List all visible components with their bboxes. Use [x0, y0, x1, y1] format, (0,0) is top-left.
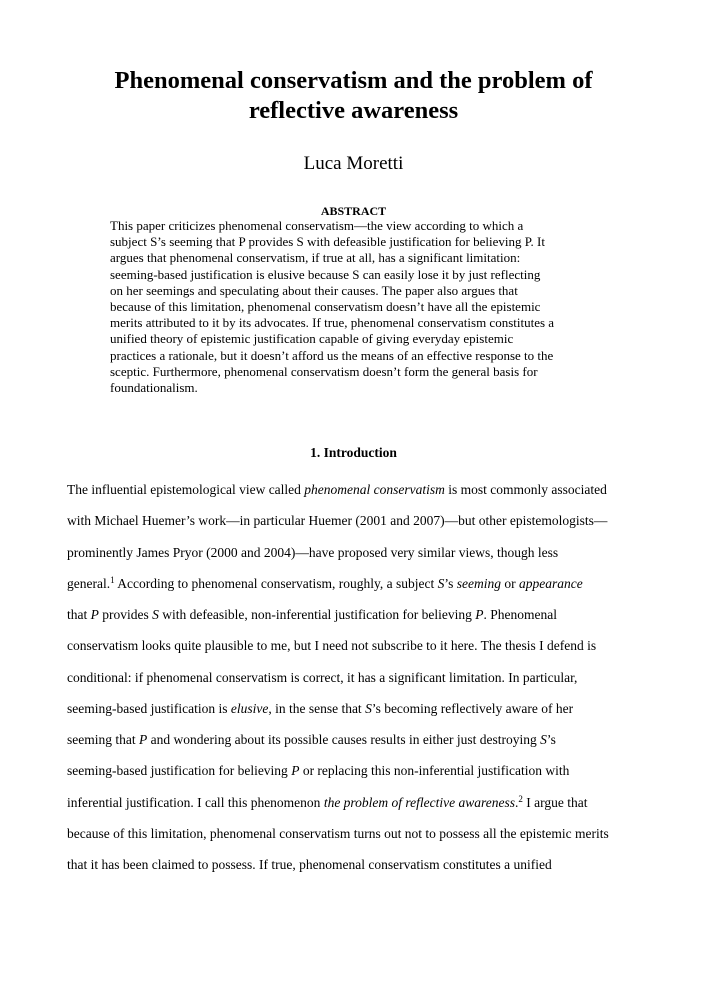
text-span: .	[515, 794, 519, 810]
text-span: that	[67, 607, 91, 622]
text-span: inferential justification. I call this phenomenon	[67, 794, 324, 810]
emphasis-span: S	[540, 732, 547, 747]
emphasis-span: elusive	[230, 700, 269, 716]
body-line	[67, 755, 647, 786]
body-line: conditional: if phenomenal conservatism is correct, it has a significant limitation. In particular,	[67, 669, 578, 685]
emphasis-span: P	[90, 607, 99, 622]
text-span: ’s	[444, 575, 457, 591]
body-line: with Michael Huemer’s work—in particular Huemer (2001 and 2007)—but other epistemologists—	[67, 513, 608, 529]
text-span: provides	[98, 607, 153, 622]
emphasis-span: S	[365, 700, 372, 716]
abstract-line: This paper criticizes phenomenal conservatism—the view according to which a	[110, 218, 524, 233]
emphasis-span: seeming	[456, 575, 502, 591]
emphasis-span: S	[152, 607, 159, 622]
title-line-1: Phenomenal conservatism and the problem of	[114, 67, 593, 94]
body-line: prominently James Pryor (2000 and 2004)—have proposed very similar views, though less	[67, 544, 559, 560]
body-line	[67, 599, 647, 630]
text-span: seeming-based justification for believing	[67, 763, 292, 779]
text-span: or	[501, 575, 520, 591]
abstract-line: unified theory of epistemic justification capable of giving everyday epistemic	[110, 331, 514, 347]
body-line: that it has been claimed to possess. If true, phenomenal conservatism constitutes a unified	[67, 857, 552, 872]
emphasis-span: phenomenal conservatism	[304, 482, 445, 497]
text-span: or replacing this non-inferential justification with	[299, 763, 570, 779]
abstract-line: practices a rationale, but it doesn’t afford us the means of an effective response to the	[110, 347, 554, 363]
abstract-line: argues that phenomenal conservatism, if true at all, has a significant limitation:	[110, 250, 521, 266]
text-span: I argue that	[522, 794, 588, 810]
text-span: seeming that	[67, 732, 139, 747]
abstract-heading: ABSTRACT	[320, 204, 387, 218]
text-span: According to phenomenal conservatism, roughly, a subject	[114, 575, 438, 591]
body-line	[67, 693, 647, 724]
body-line	[67, 787, 647, 818]
text-span: seeming-based justification is	[67, 700, 231, 716]
text-span: is most commonly associated	[444, 482, 607, 497]
section-heading: 1. Introduction	[310, 445, 397, 460]
abstract-text	[110, 218, 610, 396]
text-span: and wondering about its possible causes results in either just destroying	[147, 732, 541, 747]
body-line: because of this limitation, phenomenal conservatism turns out not to possess all the epistemic merits	[67, 825, 609, 841]
abstract-line: sceptic. Furthermore, phenomenal conservatism doesn’t form the general basis for	[110, 363, 538, 379]
abstract-line: merits attributed to it by its advocates. If true, phenomenal conservatism constitutes a	[110, 315, 555, 331]
body-line	[67, 474, 647, 505]
emphasis-span: P	[291, 763, 300, 779]
title-line-2: reflective awareness	[248, 97, 459, 124]
abstract-line: because of this limitation, phenomenal conservatism doesn’t have all the epistemic	[110, 299, 541, 315]
footnote-marker[interactable]: 2	[518, 793, 523, 804]
text-span: . Phenomenal	[483, 607, 558, 622]
body-line	[67, 724, 647, 755]
emphasis-span: appearance	[519, 575, 583, 591]
body-line: conservatism looks quite plausible to me, but I need not subscribe to it here. The thesis I defend is	[67, 638, 597, 654]
emphasis-span: P	[475, 607, 484, 622]
text-span: general.	[67, 575, 111, 591]
abstract-line: foundationalism.	[110, 380, 198, 396]
body-text	[67, 474, 647, 880]
abstract-line: seeming-based justification is elusive because S can easily lose it by just reflecting	[110, 266, 541, 282]
emphasis-span: the problem of reflective awareness	[323, 794, 516, 810]
text-span: , in the sense that	[268, 700, 366, 716]
text-span: ’s becoming reflectively aware of her	[371, 700, 574, 716]
abstract-line: subject S’s seeming that P provides S with defeasible justification for believing P. It	[110, 234, 545, 250]
emphasis-span: P	[138, 732, 148, 747]
footnote-marker[interactable]: 1	[110, 574, 115, 585]
paper-title	[40, 66, 667, 126]
text-span: ’s	[546, 732, 556, 747]
author-name: Luca Moretti	[303, 153, 404, 174]
abstract-line: on her seemings and speculating about their causes. The paper also argues that	[110, 282, 518, 298]
emphasis-span: S	[437, 575, 445, 591]
text-span: The influential epistemological view called	[67, 482, 305, 497]
body-line	[67, 568, 647, 599]
text-span: with defeasible, non-inferential justification for believing	[158, 607, 476, 622]
